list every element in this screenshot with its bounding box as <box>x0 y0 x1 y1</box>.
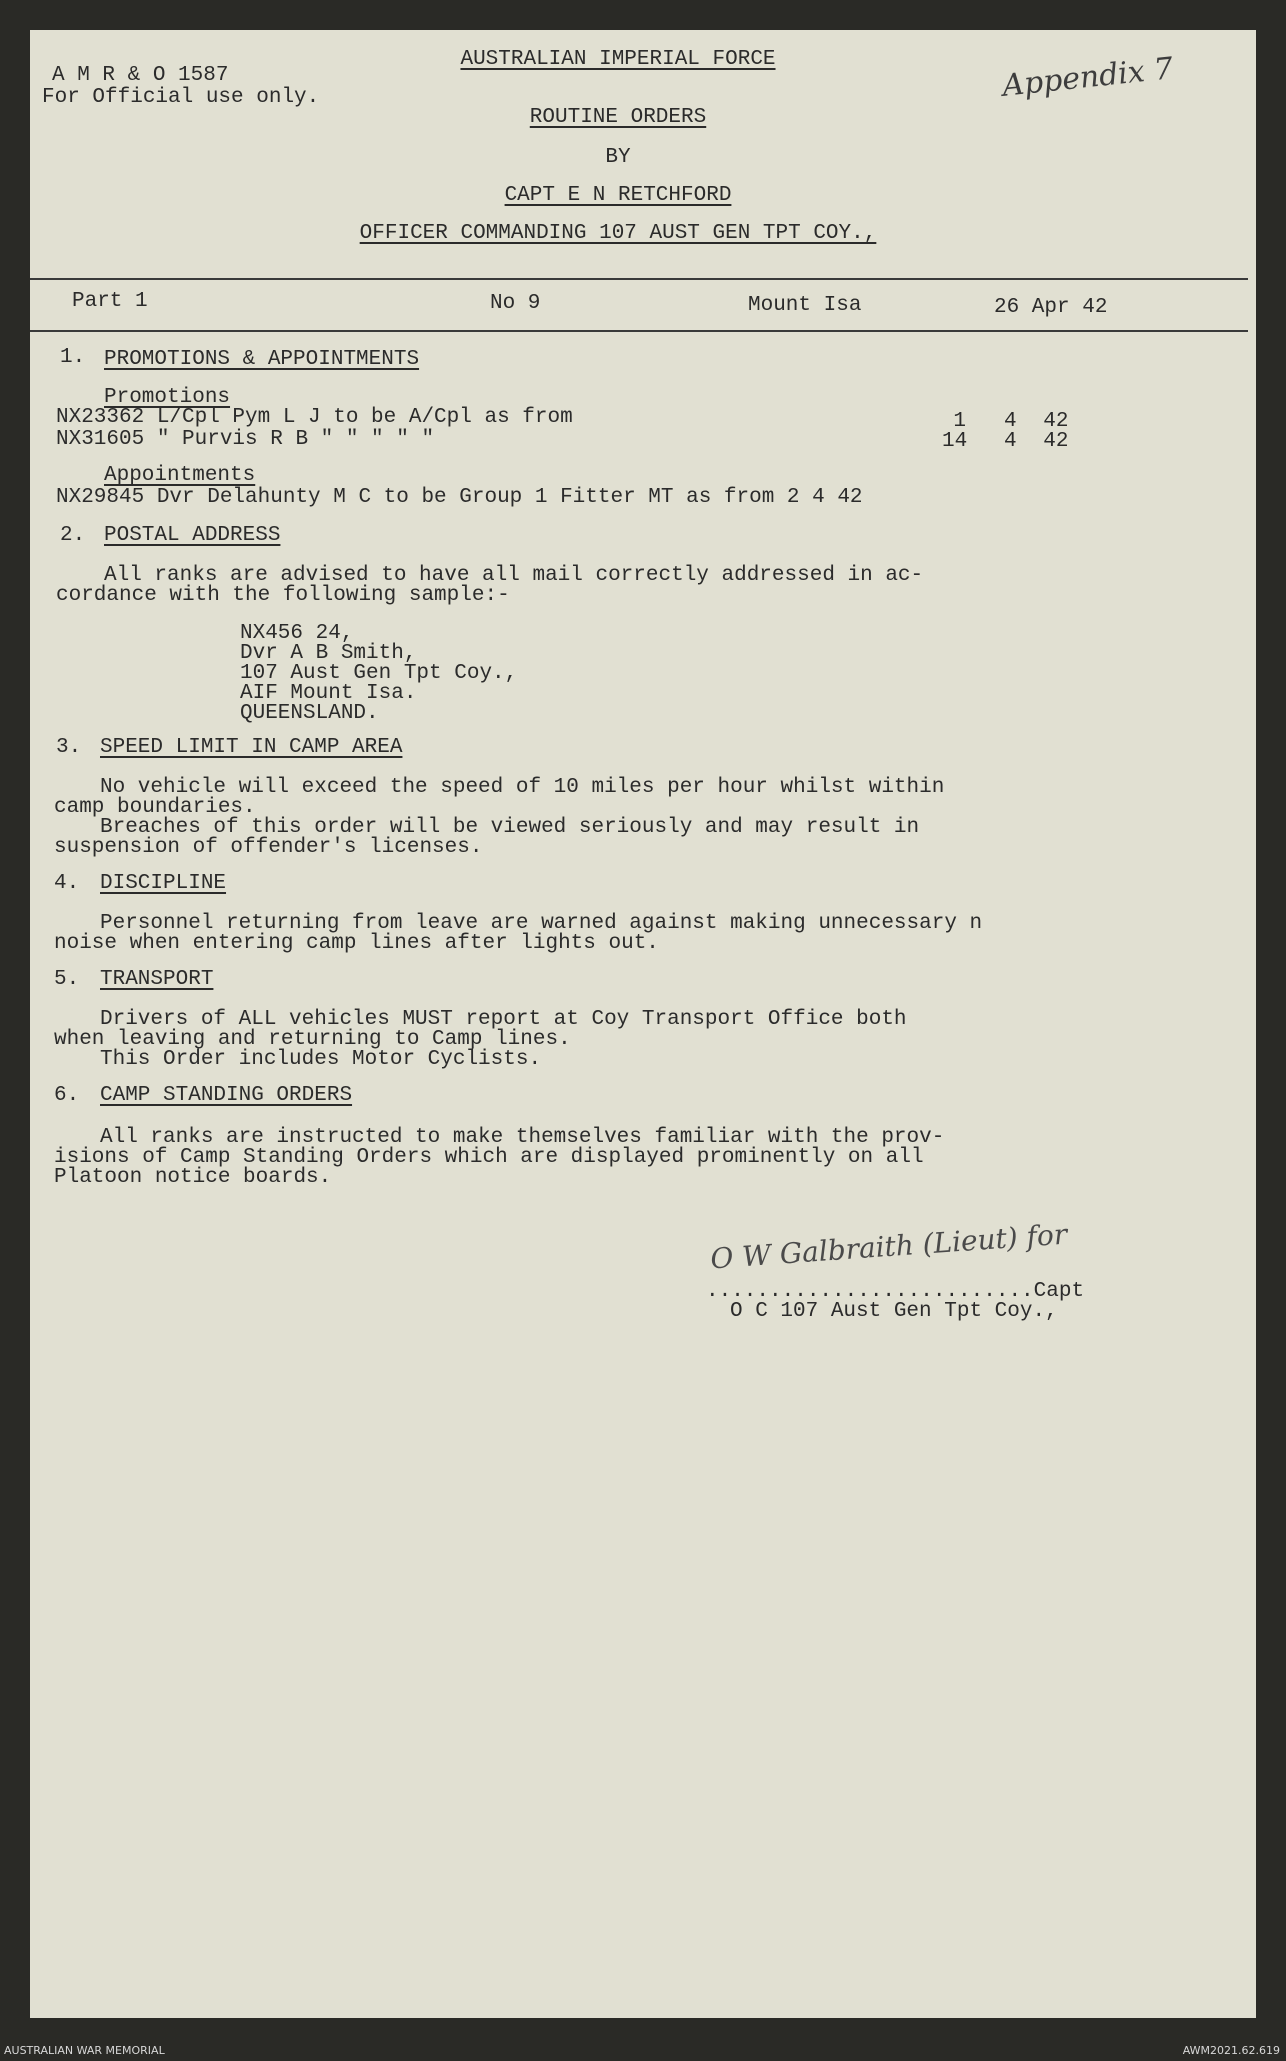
order-place: Mount Isa <box>748 294 862 317</box>
section-5-line-3: This Order includes Motor Cyclists. <box>100 1048 542 1071</box>
section-6-line-1: All ranks are instructed to make themselves familiar with the prov- <box>100 1126 945 1149</box>
appointment-row-1: NX29845 Dvr Delahunty M C to be Group 1 Fitter MT as from 2 4 42 <box>56 486 863 509</box>
address-line-4: AIF Mount Isa. <box>240 682 417 705</box>
routine-orders-title: ROUTINE ORDERS <box>529 106 707 129</box>
section-2-number: 2. <box>60 524 86 547</box>
officer-commanding-line: OFFICER COMMANDING 107 AUST GEN TPT COY., <box>359 222 877 245</box>
section-3-line-2: camp boundaries. <box>54 796 256 819</box>
appendix-annotation: Appendix 7 <box>1000 51 1175 104</box>
promotion-row-1-day: 1 <box>953 410 966 433</box>
promotion-row-1: NX23362 L/Cpl Pym L J to be A/Cpl as from <box>56 406 573 429</box>
captain-name: CAPT E N RETCHFORD <box>504 184 732 207</box>
reference-number: A M R & O 1587 <box>52 64 229 87</box>
section-4-line-1: Personnel returning from leave are warned against making unnecessary n <box>100 912 983 935</box>
promotion-row-2-day: 14 <box>942 430 968 453</box>
signature-dots-capt: ..........................Capt <box>706 1280 1085 1303</box>
section-3-line-3: Breaches of this order will be viewed seriously and may result in <box>100 816 920 839</box>
section-2-line-2: cordance with the following sample:- <box>56 584 510 607</box>
header-rule-bottom <box>30 330 1248 332</box>
section-5-line-1: Drivers of ALL vehicles MUST report at Coy Transport Office both <box>100 1008 907 1031</box>
header-rule-top <box>30 278 1248 280</box>
part-number: Part 1 <box>72 290 148 313</box>
force-title: AUSTRALIAN IMPERIAL FORCE <box>460 48 776 71</box>
document-page <box>30 30 1256 2018</box>
promotion-row-2: NX31605 " Purvis R B " " " " " <box>56 428 435 451</box>
section-2-line-1: All ranks are advised to have all mail correctly addressed in ac- <box>104 564 924 587</box>
section-6-line-2: isions of Camp Standing Orders which are displayed prominently on all <box>54 1146 924 1169</box>
section-6-number: 6. <box>54 1084 80 1107</box>
by-line: BY <box>605 146 631 169</box>
promotion-row-2-month: 4 <box>1004 430 1017 453</box>
order-date: 26 Apr 42 <box>994 296 1108 319</box>
section-3-line-1: No vehicle will exceed the speed of 10 miles per hour whilst within <box>100 776 945 799</box>
promotions-label: Promotions <box>104 386 231 409</box>
section-5-title: TRANSPORT <box>100 968 214 991</box>
order-number: No 9 <box>490 292 541 315</box>
address-line-3: 107 Aust Gen Tpt Coy., <box>240 662 518 685</box>
appointments-label: Appointments <box>104 464 256 487</box>
section-4-line-2: noise when entering camp lines after lights out. <box>54 932 659 955</box>
section-3-number: 3. <box>56 736 82 759</box>
section-4-number: 4. <box>54 872 80 895</box>
section-1-number: 1. <box>60 346 86 369</box>
section-3-line-4: suspension of offender's licenses. <box>54 836 483 859</box>
promotion-row-2-year: 42 <box>1043 430 1069 453</box>
section-1-title: PROMOTIONS & APPOINTMENTS <box>104 348 420 371</box>
promotion-row-1-month: 4 <box>1004 410 1017 433</box>
signature-unit: O C 107 Aust Gen Tpt Coy., <box>730 1300 1058 1323</box>
footer-credit: AUSTRALIAN WAR MEMORIAL <box>4 2044 165 2057</box>
address-line-2: Dvr A B Smith, <box>240 642 417 665</box>
section-5-line-2: when leaving and returning to Camp lines. <box>54 1028 571 1051</box>
section-5-number: 5. <box>54 968 80 991</box>
handwritten-signature: O W Galbraith (Lieut) for <box>709 1217 1069 1276</box>
promotion-row-1-year: 42 <box>1043 410 1069 433</box>
promotion-row-2-date <box>942 430 1067 453</box>
section-6-title: CAMP STANDING ORDERS <box>100 1084 353 1107</box>
address-line-1: NX456 24, <box>240 622 354 645</box>
section-4-title: DISCIPLINE <box>100 872 227 895</box>
section-2-title: POSTAL ADDRESS <box>104 524 281 547</box>
official-use-note: For Official use only. <box>42 86 320 109</box>
section-6-line-3: Platoon notice boards. <box>54 1166 332 1189</box>
footer-accession: AWM2021.62.619 <box>1182 2044 1280 2057</box>
address-line-5: QUEENSLAND. <box>240 702 379 725</box>
section-3-title: SPEED LIMIT IN CAMP AREA <box>100 736 403 759</box>
